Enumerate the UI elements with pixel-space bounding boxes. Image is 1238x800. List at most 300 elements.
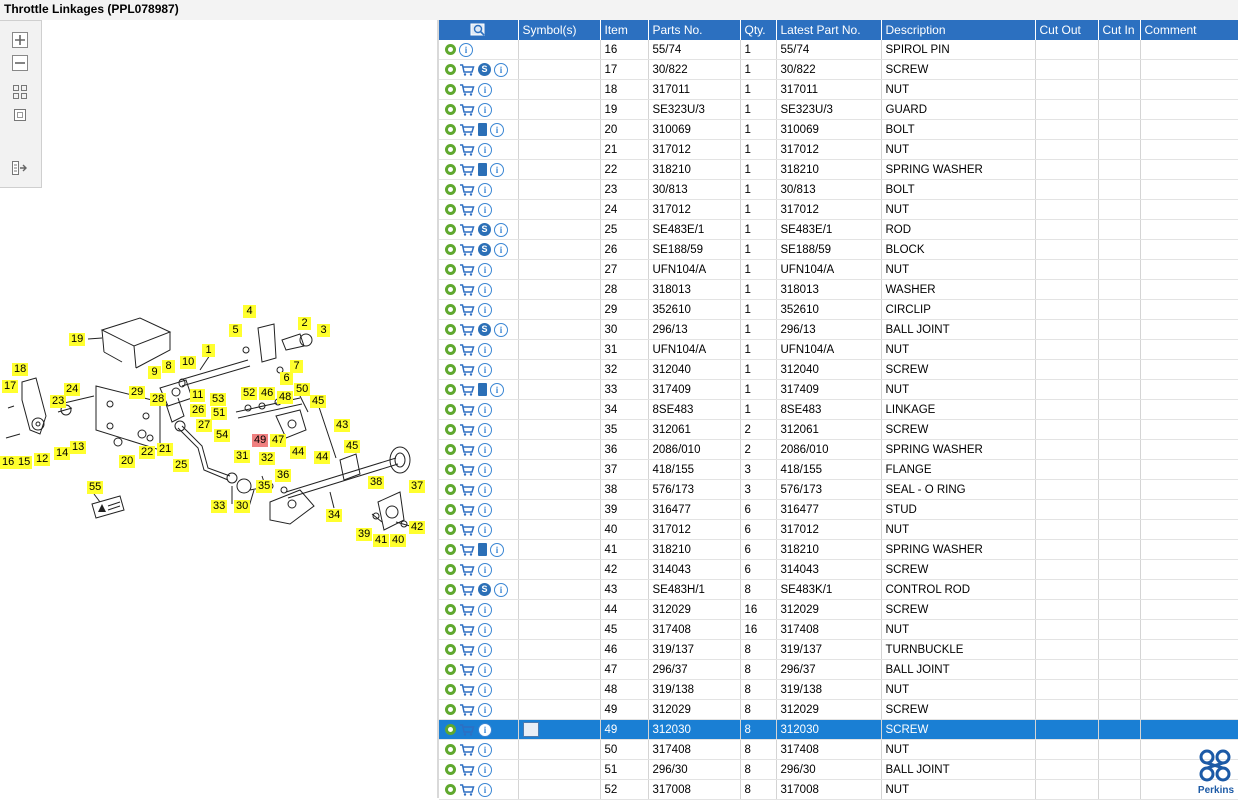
info-icon[interactable]: i (478, 423, 492, 437)
info-icon[interactable]: i (478, 283, 492, 297)
item-cell: 30 (600, 320, 648, 340)
callout-3[interactable]: 3 (317, 324, 330, 337)
row-actions (439, 180, 518, 200)
callout-11[interactable]: 11 (192, 389, 204, 401)
table-row[interactable] (439, 600, 1238, 620)
table-row[interactable] (439, 500, 1238, 520)
callout-13[interactable]: 13 (72, 441, 85, 453)
info-icon[interactable]: i (478, 363, 492, 377)
table-row[interactable] (439, 480, 1238, 500)
callout-39[interactable]: 39 (358, 528, 371, 540)
table-row[interactable] (439, 120, 1238, 140)
table-row[interactable] (439, 440, 1238, 460)
callout-26[interactable]: 26 (192, 404, 205, 416)
info-icon[interactable]: i (494, 323, 508, 337)
table-row[interactable] (439, 620, 1238, 640)
gear-icon[interactable] (445, 584, 456, 595)
s-badge-icon[interactable]: S (478, 223, 491, 236)
callout-1[interactable]: 1 (202, 344, 215, 357)
book-icon[interactable] (478, 163, 487, 176)
info-icon[interactable]: i (478, 263, 492, 277)
gear-icon[interactable] (445, 604, 456, 615)
latest-part-no-cell: 314043 (776, 560, 881, 580)
callout-31[interactable]: 31 (236, 450, 249, 462)
callout-23[interactable]: 23 (52, 395, 65, 407)
callout-32[interactable]: 32 (261, 452, 274, 464)
parts-no-cell: 319/138 (648, 680, 740, 700)
s-badge-icon[interactable]: S (478, 583, 491, 596)
callout-28[interactable]: 28 (152, 393, 165, 405)
cart-icon[interactable] (459, 524, 478, 536)
qty-cell: 3 (740, 460, 776, 480)
callout-42[interactable]: 42 (411, 521, 424, 533)
cart-icon[interactable] (459, 104, 478, 116)
gear-icon[interactable] (445, 744, 456, 755)
table-row[interactable] (439, 720, 1238, 740)
info-icon[interactable]: i (494, 223, 508, 237)
qty-cell: 8 (740, 760, 776, 780)
callout-22[interactable]: 22 (141, 446, 154, 458)
gear-icon[interactable] (445, 264, 456, 275)
parts-no-cell: UFN104/A (648, 340, 740, 360)
gear-icon[interactable] (445, 544, 456, 555)
parts-table (439, 20, 1238, 800)
row-actions (439, 400, 518, 420)
cart-icon[interactable] (459, 484, 478, 496)
gear-icon[interactable] (445, 344, 456, 355)
cart-icon[interactable] (459, 544, 478, 556)
exploded-parts-diagram[interactable] (0, 190, 436, 798)
callout-19[interactable]: 19 (71, 333, 84, 345)
actual-size-icon[interactable] (10, 106, 30, 124)
parts-no-cell: 296/37 (648, 660, 740, 680)
callout-4[interactable]: 4 (243, 305, 256, 318)
gear-icon[interactable] (445, 364, 456, 375)
cut-in-cell (1098, 400, 1140, 420)
table-row[interactable] (439, 780, 1238, 800)
cart-icon[interactable] (459, 124, 478, 136)
gear-icon[interactable] (445, 724, 456, 735)
symbols-cell (518, 400, 600, 420)
info-icon[interactable]: i (478, 83, 492, 97)
cart-icon[interactable] (459, 384, 478, 396)
row-actions (439, 420, 518, 440)
cart-icon[interactable] (459, 204, 478, 216)
latest-part-no-cell: 312029 (776, 600, 881, 620)
cart-icon[interactable] (459, 784, 478, 796)
table-row[interactable] (439, 560, 1238, 580)
info-icon[interactable]: i (459, 43, 473, 57)
info-icon[interactable]: i (478, 603, 492, 617)
page-title: Throttle Linkages (PPL078987) (4, 2, 179, 16)
latest-part-no-column-header[interactable]: Latest Part No. (776, 20, 881, 40)
info-icon[interactable]: i (478, 523, 492, 537)
cart-icon[interactable] (459, 404, 478, 416)
row-actions (439, 580, 518, 600)
cut-in-cell (1098, 360, 1140, 380)
info-icon[interactable]: i (490, 543, 504, 557)
cart-icon[interactable] (459, 324, 478, 336)
gear-icon[interactable] (445, 184, 456, 195)
table-row[interactable] (439, 40, 1238, 60)
latest-part-no-cell: 317409 (776, 380, 881, 400)
gear-icon[interactable] (445, 44, 456, 55)
gear-icon[interactable] (445, 524, 456, 535)
table-row[interactable] (439, 300, 1238, 320)
comment-cell (1140, 360, 1238, 380)
callout-48[interactable]: 48 (279, 391, 292, 403)
table-row[interactable] (439, 200, 1238, 220)
table-row[interactable] (439, 400, 1238, 420)
callout-24[interactable]: 24 (66, 383, 79, 395)
callout-9[interactable]: 9 (148, 366, 161, 379)
s-badge-icon[interactable]: S (478, 243, 491, 256)
cart-icon[interactable] (459, 764, 478, 776)
callout-6[interactable]: 6 (280, 372, 293, 385)
info-icon[interactable]: i (478, 503, 492, 517)
table-row[interactable] (439, 660, 1238, 680)
info-icon[interactable]: i (490, 123, 504, 137)
qty-cell: 2 (740, 420, 776, 440)
cart-icon[interactable] (459, 344, 478, 356)
table-row[interactable] (439, 320, 1238, 340)
row-actions (439, 520, 518, 540)
callout-20[interactable]: 20 (121, 455, 134, 467)
callout-37[interactable]: 37 (411, 480, 424, 492)
item-cell: 28 (600, 280, 648, 300)
callout-54[interactable]: 54 (216, 429, 229, 441)
info-icon[interactable]: i (490, 163, 504, 177)
info-icon[interactable]: i (478, 103, 492, 117)
table-row[interactable] (439, 360, 1238, 380)
description-cell: ROD (881, 220, 1035, 240)
table-row[interactable] (439, 180, 1238, 200)
gear-icon[interactable] (445, 704, 456, 715)
info-icon[interactable]: i (478, 623, 492, 637)
description-cell: SCREW (881, 560, 1035, 580)
cart-icon[interactable] (459, 64, 478, 76)
comment-cell (1140, 420, 1238, 440)
gear-icon[interactable] (445, 124, 456, 135)
callout-53[interactable]: 53 (212, 393, 225, 405)
gear-icon[interactable] (445, 464, 456, 475)
latest-part-no-cell: 312040 (776, 360, 881, 380)
info-icon[interactable]: i (478, 303, 492, 317)
info-icon[interactable]: i (478, 443, 492, 457)
cart-icon[interactable] (459, 564, 478, 576)
cart-icon[interactable] (459, 304, 478, 316)
gear-icon[interactable] (445, 564, 456, 575)
cart-icon[interactable] (459, 84, 478, 96)
gear-icon[interactable] (445, 204, 456, 215)
comment-cell (1140, 40, 1238, 60)
cart-icon[interactable] (459, 164, 478, 176)
gear-icon[interactable] (445, 624, 456, 635)
table-row[interactable] (439, 280, 1238, 300)
description-cell: NUT (881, 520, 1035, 540)
cart-icon[interactable] (459, 684, 478, 696)
gear-icon[interactable] (445, 244, 456, 255)
zoom-in-icon[interactable] (10, 31, 30, 49)
latest-part-no-cell: 296/13 (776, 320, 881, 340)
item-column-header[interactable]: Item (600, 20, 648, 40)
gear-icon[interactable] (445, 404, 456, 415)
callout-8[interactable]: 8 (162, 360, 175, 373)
callout-16[interactable]: 16 (2, 456, 15, 468)
gear-icon[interactable] (445, 104, 456, 115)
info-icon[interactable]: i (478, 203, 492, 217)
table-row[interactable] (439, 220, 1238, 240)
comment-cell (1140, 540, 1238, 560)
info-icon[interactable]: i (490, 383, 504, 397)
table-row[interactable] (439, 380, 1238, 400)
zoom-out-icon[interactable] (10, 54, 30, 72)
gear-icon[interactable] (445, 764, 456, 775)
cart-icon[interactable] (459, 224, 478, 236)
table-row[interactable] (439, 700, 1238, 720)
callout-5[interactable]: 5 (229, 324, 242, 337)
cart-icon[interactable] (459, 664, 478, 676)
latest-part-no-cell: 352610 (776, 300, 881, 320)
callout-50[interactable]: 50 (296, 383, 309, 395)
cart-icon[interactable] (459, 744, 478, 756)
s-badge-icon[interactable]: S (478, 323, 491, 336)
info-icon[interactable]: i (478, 783, 492, 797)
view-column-header[interactable] (439, 20, 518, 40)
table-row[interactable] (439, 240, 1238, 260)
row-actions (439, 660, 518, 680)
parts-no-column-header[interactable]: Parts No. (648, 20, 740, 40)
table-row[interactable] (439, 760, 1238, 780)
callout-49-highlighted[interactable]: 49 (254, 434, 267, 446)
table-row[interactable] (439, 260, 1238, 280)
table-row[interactable] (439, 80, 1238, 100)
info-icon[interactable]: i (478, 663, 492, 677)
callout-45b[interactable]: 45 (346, 440, 359, 452)
callout-29[interactable]: 29 (131, 386, 144, 398)
cut-in-cell (1098, 500, 1140, 520)
cut-in-cell (1098, 340, 1140, 360)
info-icon[interactable]: i (478, 483, 492, 497)
callout-44[interactable]: 44 (316, 451, 329, 463)
cart-icon[interactable] (459, 704, 478, 716)
book-icon[interactable] (478, 543, 487, 556)
description-cell: TURNBUCKLE (881, 640, 1035, 660)
parts-no-cell: 318210 (648, 540, 740, 560)
callout-41[interactable]: 41 (375, 534, 388, 546)
gear-icon[interactable] (445, 284, 456, 295)
comment-column-header[interactable]: Comment (1140, 20, 1238, 40)
info-icon[interactable]: i (478, 763, 492, 777)
qty-cell: 6 (740, 560, 776, 580)
info-icon[interactable]: i (494, 243, 508, 257)
cut-in-cell (1098, 300, 1140, 320)
info-icon[interactable]: i (478, 703, 492, 717)
callout-17[interactable]: 17 (4, 380, 17, 392)
parts-no-cell: 317408 (648, 740, 740, 760)
gear-icon[interactable] (445, 504, 456, 515)
cart-icon[interactable] (459, 604, 478, 616)
gear-icon[interactable] (445, 144, 456, 155)
cart-icon[interactable] (459, 504, 478, 516)
callout-45[interactable]: 45 (312, 395, 325, 407)
cut-out-cell (1035, 40, 1098, 60)
gear-icon[interactable] (445, 684, 456, 695)
callout-34[interactable]: 34 (328, 509, 341, 521)
callout-15[interactable]: 15 (18, 456, 31, 468)
cut-in-cell (1098, 40, 1140, 60)
callout-18[interactable]: 18 (14, 363, 27, 375)
item-cell: 51 (600, 760, 648, 780)
gear-icon[interactable] (445, 444, 456, 455)
parts-no-cell: 318013 (648, 280, 740, 300)
gear-icon[interactable] (445, 784, 456, 795)
comment-cell (1140, 160, 1238, 180)
qty-cell: 1 (740, 240, 776, 260)
cart-icon[interactable] (459, 284, 478, 296)
cart-icon[interactable] (459, 464, 478, 476)
gear-icon[interactable] (445, 384, 456, 395)
table-row[interactable] (439, 140, 1238, 160)
cart-icon[interactable] (459, 444, 478, 456)
callout-27[interactable]: 27 (198, 419, 211, 431)
description-column-header[interactable]: Description (881, 20, 1035, 40)
cart-icon[interactable] (459, 424, 478, 436)
item-cell: 47 (600, 660, 648, 680)
view-icon[interactable] (523, 722, 539, 737)
cart-icon[interactable] (459, 264, 478, 276)
cut-out-column-header[interactable]: Cut Out (1035, 20, 1098, 40)
cart-icon[interactable] (459, 364, 478, 376)
cut-in-cell (1098, 600, 1140, 620)
table-row[interactable] (439, 340, 1238, 360)
gear-icon[interactable] (445, 224, 456, 235)
callout-10[interactable]: 10 (182, 356, 195, 368)
gear-icon[interactable] (445, 324, 456, 335)
table-row[interactable] (439, 60, 1238, 80)
cart-icon[interactable] (459, 624, 478, 636)
toggle-parts-list-icon[interactable] (10, 159, 30, 177)
cut-in-column-header[interactable]: Cut In (1098, 20, 1140, 40)
cart-icon[interactable] (459, 644, 478, 656)
gear-icon[interactable] (445, 64, 456, 75)
callout-36[interactable]: 36 (277, 469, 290, 481)
table-row[interactable] (439, 420, 1238, 440)
cart-icon[interactable] (459, 584, 478, 596)
qty-cell: 8 (740, 580, 776, 600)
qty-cell: 6 (740, 500, 776, 520)
table-row[interactable] (439, 460, 1238, 480)
parts-no-cell: 317408 (648, 620, 740, 640)
item-cell: 21 (600, 140, 648, 160)
cart-icon[interactable] (459, 184, 478, 196)
callout-47[interactable]: 47 (272, 434, 285, 446)
description-cell: SEAL - O RING (881, 480, 1035, 500)
parts-no-cell: 418/155 (648, 460, 740, 480)
comment-cell (1140, 660, 1238, 680)
callout-12[interactable]: 12 (36, 453, 49, 465)
callout-21[interactable]: 21 (159, 443, 172, 455)
table-row[interactable] (439, 520, 1238, 540)
callout-7[interactable]: 7 (290, 360, 303, 373)
callout-43[interactable]: 43 (336, 419, 349, 431)
qty-column-header[interactable]: Qty. (740, 20, 776, 40)
table-row[interactable] (439, 100, 1238, 120)
info-icon[interactable]: i (478, 143, 492, 157)
callout-46[interactable]: 46 (261, 387, 274, 399)
comment-cell (1140, 440, 1238, 460)
cut-out-cell (1035, 420, 1098, 440)
info-icon[interactable]: i (478, 463, 492, 477)
callout-38[interactable]: 38 (370, 476, 383, 488)
row-actions (439, 620, 518, 640)
table-row[interactable] (439, 540, 1238, 560)
cart-icon[interactable] (459, 244, 478, 256)
callout-44b[interactable]: 44 (292, 446, 305, 458)
info-icon[interactable]: i (478, 683, 492, 697)
s-badge-icon[interactable]: S (478, 63, 491, 76)
info-icon[interactable]: i (478, 643, 492, 657)
info-icon[interactable]: i (478, 403, 492, 417)
callout-33[interactable]: 33 (213, 500, 226, 512)
row-actions (439, 480, 518, 500)
callout-30[interactable]: 30 (236, 500, 249, 512)
info-icon[interactable]: i (494, 583, 508, 597)
table-row[interactable] (439, 680, 1238, 700)
gear-icon[interactable] (445, 424, 456, 435)
cut-out-cell (1035, 220, 1098, 240)
gear-icon[interactable] (445, 164, 456, 175)
latest-part-no-cell: 310069 (776, 120, 881, 140)
callout-2[interactable]: 2 (298, 317, 311, 330)
table-row[interactable] (439, 740, 1238, 760)
book-icon[interactable] (478, 123, 487, 136)
symbols-column-header[interactable]: Symbol(s) (518, 20, 600, 40)
info-icon[interactable]: i (478, 563, 492, 577)
gear-icon[interactable] (445, 664, 456, 675)
info-icon[interactable]: i (478, 723, 492, 737)
callout-55[interactable]: 55 (89, 481, 102, 493)
cut-out-cell (1035, 620, 1098, 640)
fit-to-window-icon[interactable] (10, 83, 30, 101)
item-cell: 24 (600, 200, 648, 220)
table-row[interactable] (439, 160, 1238, 180)
cart-icon[interactable] (459, 724, 478, 736)
gear-icon[interactable] (445, 644, 456, 655)
info-icon[interactable]: i (478, 343, 492, 357)
table-row[interactable] (439, 580, 1238, 600)
callout-52[interactable]: 52 (243, 387, 256, 399)
comment-cell (1140, 500, 1238, 520)
gear-icon[interactable] (445, 484, 456, 495)
callout-14[interactable]: 14 (56, 447, 69, 459)
gear-icon[interactable] (445, 304, 456, 315)
callout-40[interactable]: 40 (392, 534, 405, 546)
info-icon[interactable]: i (494, 63, 508, 77)
table-row[interactable] (439, 640, 1238, 660)
gear-icon[interactable] (445, 84, 456, 95)
callout-25[interactable]: 25 (175, 459, 188, 471)
cart-icon[interactable] (459, 144, 478, 156)
info-icon[interactable]: i (478, 743, 492, 757)
cut-out-cell (1035, 180, 1098, 200)
book-icon[interactable] (478, 383, 487, 396)
info-icon[interactable]: i (478, 183, 492, 197)
callout-51[interactable]: 51 (213, 407, 226, 419)
callout-35[interactable]: 35 (258, 480, 271, 492)
qty-cell: 8 (740, 780, 776, 800)
row-actions (439, 160, 518, 180)
